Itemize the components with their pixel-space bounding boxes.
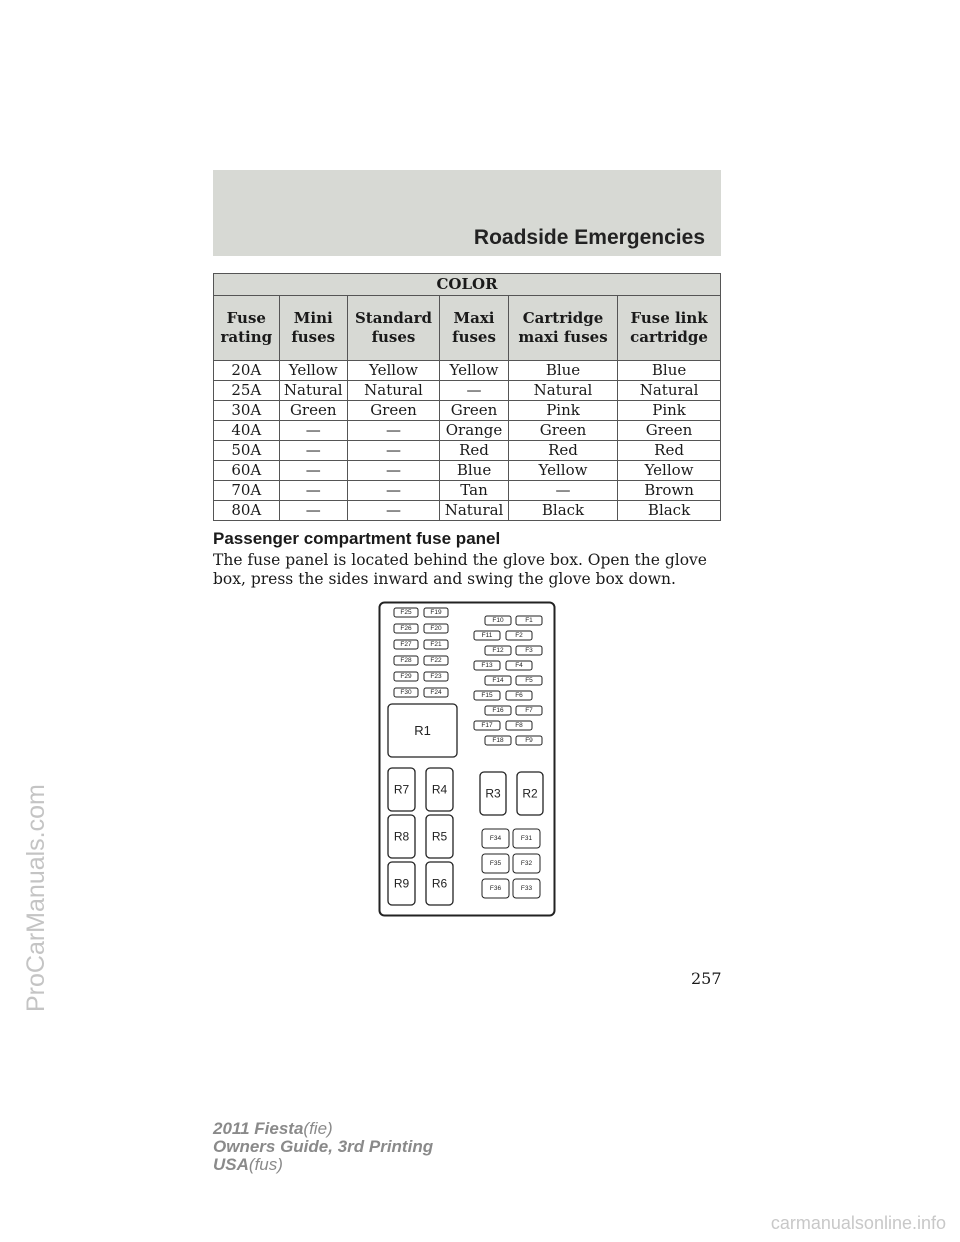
section-title: Roadside Emergencies — [473, 226, 705, 249]
table-cell: 30A — [214, 401, 280, 421]
col-cartridge-maxi-fuses: Cartridge maxi fuses — [508, 296, 617, 361]
fuse-label: F13 — [481, 662, 493, 669]
fuse-label: F12 — [492, 647, 504, 654]
fuse-label: F15 — [481, 692, 493, 699]
fuse-label: F21 — [430, 641, 442, 648]
header-band — [213, 170, 721, 256]
fuse-label: F1 — [525, 617, 533, 624]
watermark-bottom: carmanualsonline.info — [770, 1213, 946, 1233]
footer-market: USA — [213, 1155, 249, 1174]
col-standard-fuses: Standard fuses — [347, 296, 439, 361]
table-row — [214, 441, 721, 461]
table-cell: Green — [508, 421, 617, 441]
table-cell: Natural — [279, 381, 347, 401]
table-cell: — — [508, 481, 617, 501]
table-cell: Red — [508, 441, 617, 461]
table-cell: Natural — [618, 381, 721, 401]
table-caption: COLOR — [214, 274, 721, 296]
table-cell: Blue — [440, 461, 509, 481]
table-cell: Natural — [508, 381, 617, 401]
table-cell: Green — [279, 401, 347, 421]
table-cell: Pink — [618, 401, 721, 421]
table-cell: — — [279, 501, 347, 521]
table-cell: Green — [618, 421, 721, 441]
table-cell: 40A — [214, 421, 280, 441]
table-cell: Yellow — [508, 461, 617, 481]
relay-label: R8 — [393, 829, 410, 844]
fuse-label: F17 — [481, 722, 493, 729]
fuse-label: F26 — [400, 625, 412, 632]
table-row — [214, 401, 721, 421]
relay-label: R6 — [431, 876, 448, 891]
table-cell: — — [347, 481, 439, 501]
table-cell: Red — [618, 441, 721, 461]
fuse-label: F18 — [492, 737, 504, 744]
fuse-label: F16 — [492, 707, 504, 714]
fuse-label: F4 — [515, 662, 523, 669]
table-cell: Blue — [618, 361, 721, 381]
relay-label: R5 — [431, 829, 448, 844]
fuse-label: F7 — [525, 707, 533, 714]
fuse-label: F9 — [525, 737, 533, 744]
table-cell: Red — [440, 441, 509, 461]
fuse-label: F2 — [515, 632, 523, 639]
fuse-label: F24 — [430, 689, 442, 696]
col-maxi-fuses: Maxi fuses — [440, 296, 509, 361]
table-row — [214, 421, 721, 441]
col-fuse-rating: Fuse rating — [214, 296, 280, 361]
fuse-label: F14 — [492, 677, 504, 684]
relay-label: R7 — [393, 782, 410, 797]
fuse-label: F33 — [520, 885, 533, 892]
section-heading: Passenger compartment fuse panel — [213, 529, 501, 548]
table-row — [214, 501, 721, 521]
fuse-label: F19 — [430, 609, 442, 616]
fuse-label: F34 — [489, 835, 502, 842]
relay-label: R3 — [485, 786, 501, 801]
table-cell: — — [347, 501, 439, 521]
table-cell: — — [279, 481, 347, 501]
fuse-label: F29 — [400, 673, 412, 680]
fuse-label: F20 — [430, 625, 442, 632]
table-cell: Orange — [440, 421, 509, 441]
fuse-label: F6 — [515, 692, 523, 699]
table-cell: Tan — [440, 481, 509, 501]
table-cell: — — [279, 461, 347, 481]
fuse-label: F31 — [520, 835, 533, 842]
relay-label: R9 — [393, 876, 410, 891]
table-row — [214, 381, 721, 401]
fuse-label: F28 — [400, 657, 412, 664]
fuse-label: F5 — [525, 677, 533, 684]
table-cell: Yellow — [279, 361, 347, 381]
table-cell: Natural — [440, 501, 509, 521]
fuse-label: F3 — [525, 647, 533, 654]
table-cell: — — [440, 381, 509, 401]
table-cell: Blue — [508, 361, 617, 381]
page-number: 257 — [691, 969, 722, 988]
relay-label: R2 — [522, 786, 538, 801]
table-cell: Natural — [347, 381, 439, 401]
table-cell: Yellow — [440, 361, 509, 381]
fuse-label: F32 — [520, 860, 533, 867]
relay-label: R4 — [431, 782, 448, 797]
fuse-panel-diagram — [378, 601, 556, 917]
footer-model-code: (fie) — [303, 1119, 333, 1138]
table-header-row — [214, 296, 721, 361]
table-row — [214, 361, 721, 381]
table-cell: 20A — [214, 361, 280, 381]
table-cell: — — [279, 421, 347, 441]
table-cell: 50A — [214, 441, 280, 461]
table-row — [214, 481, 721, 501]
table-cell: Green — [347, 401, 439, 421]
fuse-label: F11 — [481, 632, 493, 639]
footer-guide: Owners Guide, 3rd Printing — [213, 1137, 434, 1156]
table-cell: 80A — [214, 501, 280, 521]
table-cell: 25A — [214, 381, 280, 401]
table-cell: Green — [440, 401, 509, 421]
footer-model: 2011 Fiesta — [213, 1119, 304, 1138]
col-fuse-link-cartridge: Fuse link cartridge — [618, 296, 721, 361]
watermark-left: ProCarManuals.com — [22, 784, 50, 1012]
table-cell: — — [279, 441, 347, 461]
fuse-label: F27 — [400, 641, 412, 648]
table-cell: Brown — [618, 481, 721, 501]
table-cell: Black — [618, 501, 721, 521]
fuse-label: F30 — [400, 689, 412, 696]
fuse-label: F23 — [430, 673, 442, 680]
footer-market-code: (fus) — [248, 1155, 283, 1174]
fuse-label: F22 — [430, 657, 442, 664]
table-cell: — — [347, 441, 439, 461]
table-cell: Yellow — [618, 461, 721, 481]
table-cell: Pink — [508, 401, 617, 421]
col-mini-fuses: Mini fuses — [279, 296, 347, 361]
fuse-label: F25 — [400, 609, 412, 616]
table-cell: 70A — [214, 481, 280, 501]
table-cell: 60A — [214, 461, 280, 481]
fuse-label: F36 — [489, 885, 502, 892]
table-cell: — — [347, 461, 439, 481]
table-cell: Yellow — [347, 361, 439, 381]
footer — [213, 1120, 433, 1174]
fuse-label: F8 — [515, 722, 523, 729]
table-cell: Black — [508, 501, 617, 521]
fuse-label: F10 — [492, 617, 504, 624]
body-paragraph: The fuse panel is located behind the glove box. Open the glove box, press the sides inward and swing the glove box down. — [213, 551, 707, 588]
fuse-label: F35 — [489, 860, 502, 867]
fuse-color-table — [213, 273, 721, 521]
table-row — [214, 461, 721, 481]
relay-label: R1 — [414, 723, 431, 738]
table-cell: — — [347, 421, 439, 441]
